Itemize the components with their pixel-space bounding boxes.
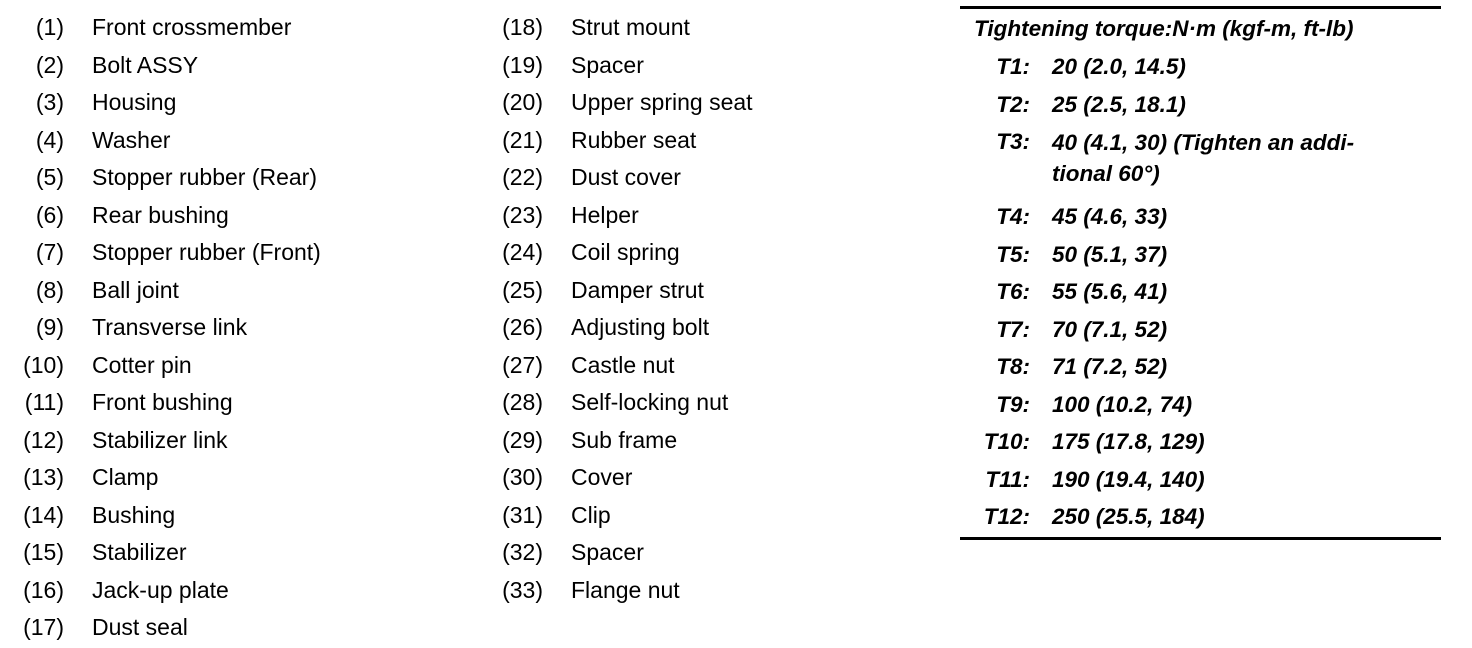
item-name: Flange nut [571,576,680,603]
torque-value: 25 (2.5, 18.1) [1052,92,1186,117]
item-number: (31) [502,501,543,528]
item-name: Cover [571,464,633,490]
item-name: Strut mount [571,14,690,40]
item-name: Stabilizer [92,539,187,565]
torque-value: 55 (5.6, 41) [1052,279,1168,304]
item-name: Bolt ASSY [92,51,199,78]
item-number: (19) [502,51,543,78]
item-number: (5) [35,164,64,190]
item-number: (13) [23,464,64,490]
item-number: (21) [502,126,543,153]
item-number: (30) [502,464,543,490]
item-name: Transverse link [92,314,248,340]
torque-value: 175 (17.8, 129) [1052,429,1205,454]
torque-id: T3: [996,129,1030,154]
item-number: (27) [502,351,543,378]
item-name: Washer [92,126,171,153]
item-number: (24) [502,239,543,265]
item-number: (8) [35,276,64,303]
torque-id: T10: [983,429,1030,454]
item-number: (10) [23,351,64,378]
item-name: Housing [92,89,177,115]
torque-id: T12: [983,504,1030,529]
item-number: (18) [502,14,543,40]
item-name: Stopper rubber (Front) [92,239,321,265]
torque-value: 70 (7.1, 52) [1052,317,1168,342]
torque-value: 20 (2.0, 14.5) [1052,54,1186,79]
item-number: (2) [35,51,64,78]
item-number: (28) [502,389,543,415]
item-number: (17) [23,614,64,640]
item-number: (25) [502,276,543,303]
torque-value: 250 (25.5, 184) [1052,504,1205,529]
item-name: Cotter pin [92,351,192,378]
item-number: (15) [23,539,64,565]
item-number: (1) [35,14,64,40]
item-number: (14) [23,501,64,528]
item-name: Front crossmember [92,14,292,40]
item-name: Stopper rubber (Rear) [92,164,317,190]
item-name: Clamp [92,464,159,490]
item-name: Rubber seat [571,126,697,153]
item-name: Damper strut [571,276,704,303]
torque-value: 190 (19.4, 140) [1052,467,1205,492]
item-number: (3) [35,89,64,115]
item-name: Adjusting bolt [571,314,710,340]
item-name: Self-locking nut [571,389,729,415]
item-name: Spacer [571,51,644,78]
item-name: Castle nut [571,351,675,378]
torque-value: 100 (10.2, 74) [1052,392,1193,417]
torque-id: T7: [996,317,1030,342]
torque-id: T6: [996,279,1030,304]
torque-id: T2: [996,92,1030,117]
torque-value: 40 (4.1, 30) (Tighten an addi-tional 60°) [1052,130,1355,186]
torque-id: T4: [996,204,1030,229]
item-number: (9) [35,314,64,340]
item-number: (23) [502,201,543,228]
item-name: Sub frame [571,426,678,453]
item-number: (20) [502,89,543,115]
item-name: Bushing [92,501,176,528]
item-name: Spacer [571,539,644,565]
item-name: Upper spring seat [571,89,753,115]
torque-value: 45 (4.6, 33) [1052,204,1168,229]
torque-title: Tightening torque:N·m (kgf-m, ft-lb) [974,16,1354,41]
torque-value: 71 (7.2, 52) [1052,354,1168,379]
item-number: (33) [502,576,543,603]
torque-value: 50 (5.1, 37) [1052,242,1168,267]
item-name: Front bushing [92,389,233,415]
item-number: (16) [23,576,64,603]
torque-id: T8: [996,354,1030,379]
item-number: (12) [23,426,64,453]
item-number: (22) [502,164,543,190]
torque-id: T1: [996,54,1030,79]
item-number: (11) [24,389,64,415]
item-number: (32) [502,539,543,565]
item-name: Clip [571,501,611,528]
item-name: Coil spring [571,239,680,265]
torque-id: T9: [996,392,1030,417]
item-number: (26) [502,314,543,340]
item-number: (4) [35,126,64,153]
item-name: Dust seal [92,614,188,640]
torque-id: T5: [996,242,1030,267]
item-name: Jack-up plate [92,576,229,603]
torque-table [960,6,1441,540]
item-name: Helper [571,201,639,228]
item-number: (6) [35,201,64,228]
item-name: Rear bushing [92,201,229,228]
item-number: (29) [502,426,543,453]
item-name: Stabilizer link [92,426,228,453]
item-number: (7) [35,239,64,265]
item-name: Dust cover [571,164,681,190]
torque-id: T11: [985,467,1030,492]
item-name: Ball joint [92,276,179,303]
